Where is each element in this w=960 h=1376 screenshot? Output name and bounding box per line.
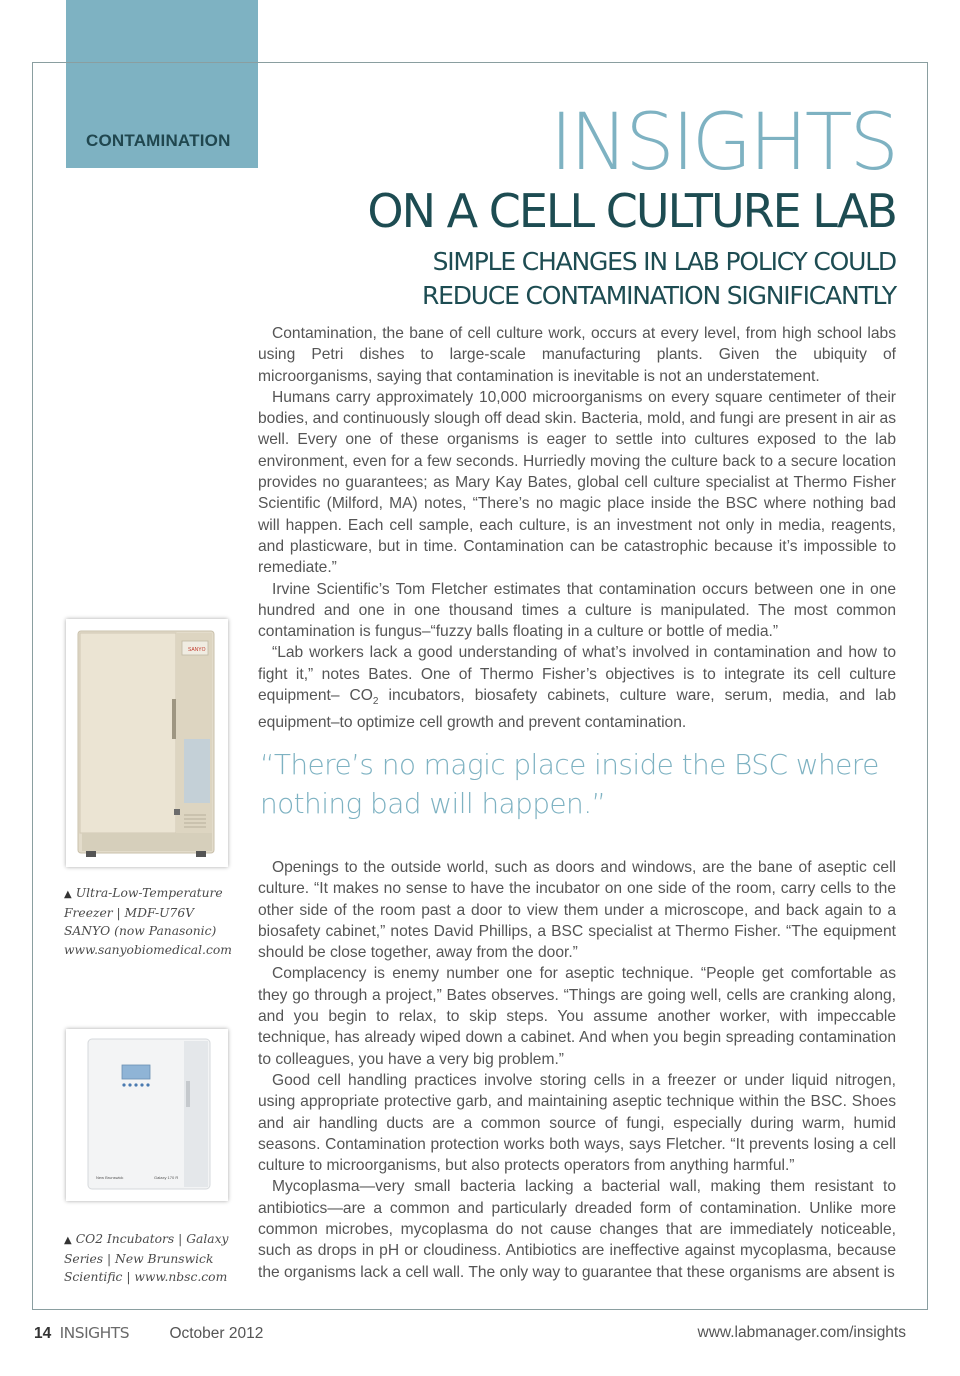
freezer-caption [64,884,232,959]
paragraph-text: incubators, biosafety cabinets, culture ware, serum, media, and lab equipment–to optimize cell growth and prevent contamination. [258,687,896,732]
deck-line-1: SIMPLE CHANGES IN LAB POLICY COULD [432,247,896,276]
paragraph [258,642,896,733]
freezer-photo [66,619,228,867]
paragraph-text: “Lab workers lack a good understanding of what’s involved in contamination and how to fight it,” notes Bates. One of Thermo Fisher’s objectives is to integrate its cell culture equipment– CO [258,644,896,705]
page-number: 14 [34,1325,52,1342]
section-label: CONTAMINATION [86,131,231,150]
freezer-brand-label: SANYO [188,647,206,653]
paragraph: Humans carry approximately 10,000 microorganisms on every square centimeter of their bodies, and continuously slough off dead skin. Bacteria, mold, and fungi are present in air as well. Every one of these organisms is eager to settle into cultures exposed to the lab environment, even for a few seconds. Hurriedly moving the culture back to a secure location provides no guarantees; as Mary Kay Bates, global cell culture specialist at Thermo Fisher Scientific (Milford, MA) notes, “There’s no magic place inside the BSC where nothing bad will happen. Each cell sample, each culture, is an investment not only in media, reagents, and plasticware, but in time. Contamination can be catastrophic because it’s impossible to remediate.” [258,388,896,577]
paragraph: Mycoplasma—very small bacteria lacking a bacterial wall, making them resistant to antibiotics—are a common and particularly dreaded form of contamination. Unlike more common microbes, mycoplasma do not cause changes that are immediately noticeable, such as drops in pH or cloudiness. Antibiotics are ineffective against mycoplasma, because the organisms lack a cell wall. The only way to guarantee that these organisms are absent is [258,1178,896,1281]
paragraph: Complacency is enemy number one for aseptic technique. “People get comfortable as they go through a project,” Bates observes. “Things are going well, cells are cranking along, and you begin to relax, to skip steps. You assume another worker, with impeccable technique, has already wiped down a cabinet. And when you begin spreading contamination to colleagues, you have a very big problem.” [258,965,896,1068]
caption-line: CO2 Incubators | Galaxy [75,1232,229,1246]
caption-line: Ultra-Low-Temperature [75,886,223,900]
article-body-bottom [258,857,896,1283]
paragraph: Contamination, the bane of cell culture work, occurs at every level, from high school labs using Petri dishes to large-scale manufacturing plants. Given the ubiquity of microorganisms, saying that contamination is inevitable is not an understatement. [258,325,896,385]
article-body-top [258,323,896,734]
footer-left [34,1324,263,1343]
subscript: 2 [372,696,379,708]
incubator-photo [66,1029,228,1201]
incubator-brand-label: New Brunswick [96,1175,124,1180]
deck-line-2: REDUCE CONTAMINATION SIGNIFICANTLY [421,281,896,310]
incubator-caption [64,1230,229,1287]
headline-sub: ON A CELL CULTURE LAB [367,184,896,238]
paragraph: Irvine Scientific’s Tom Fletcher estimates that contamination occurs between one in one hundred and one in one thousand times a culture is manipulated. The most common contamination is fungus–“fuzzy balls floating in a culture or bottle of media.” [258,580,896,641]
pull-quote-line-1: “There’s no magic place inside the BSC where [260,748,879,781]
caption-line: SANYO (now Panasonic) [64,924,217,939]
caption-line: Freezer | MDF-U76V [64,906,195,921]
publication-name: INSIGHTS [59,1324,130,1342]
pull-quote-line-2: nothing bad will happen.” [260,787,606,820]
caret-up-icon: ▲ [64,889,72,900]
pull-quote [260,745,900,823]
incubator-illustration [66,1029,228,1201]
headline-main: INSIGHTS [549,98,896,188]
headline-deck [422,245,896,313]
caption-line: www.sanyobiomedical.com [64,942,232,957]
paragraph: Openings to the outside world, such as doors and windows, are the bane of aseptic cell culture. “It makes no sense to have the incubator on one side of the room, carry cells to the other side of the room past a door to view them under a microscope, and back again to a biosafety cabinet,” notes David Phillips, a BSC specialist at Thermo Fisher. “The equipment should be close together, away from the door.” [258,859,896,962]
issue-date: October 2012 [169,1325,264,1342]
footer-url[interactable]: www.labmanager.com/insights [697,1324,906,1341]
caption-line: Series | New Brunswick [64,1252,214,1267]
incubator-model-label: Galaxy 170 R [154,1175,179,1180]
caption-line: Scientific | www.nbsc.com [64,1270,228,1285]
paragraph: Good cell handling practices involve storing cells in a freezer or under liquid nitrogen, using appropriate protective garb, and maintaining aseptic technique within the BSC. Shoes and air handling ducts are a common source of fungi, especially during warm, humid seasons. Contamination protection works both ways, says Fletcher. “It prevents losing a cell culture to microorganisms, but also protects operators from anything harmful.” [258,1071,896,1175]
freezer-illustration [66,619,228,867]
caret-up-icon: ▲ [64,1235,72,1246]
